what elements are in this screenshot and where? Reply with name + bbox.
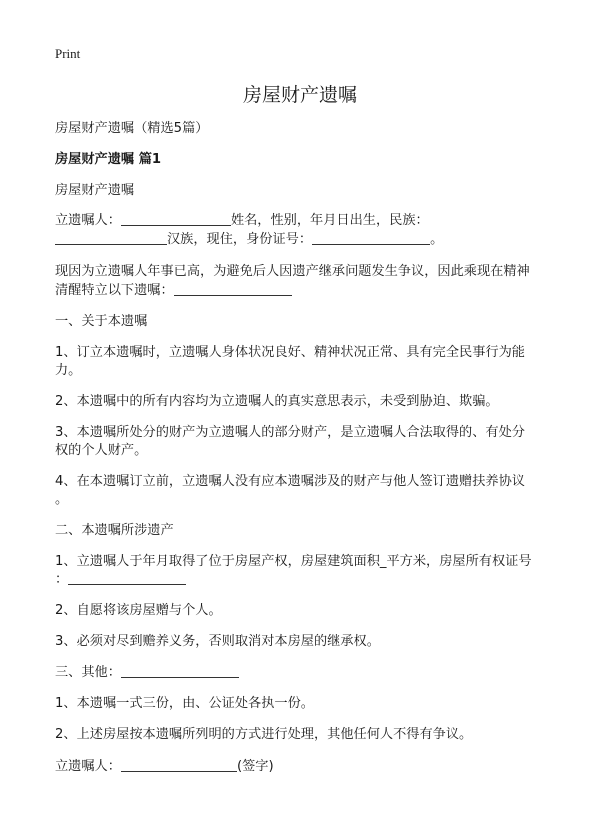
residence-id-label: 汉族，现住，身份证号：	[167, 232, 313, 247]
signature-suffix: (签字)	[236, 759, 274, 774]
other-label: 三、其他：	[55, 665, 121, 680]
other-blank	[121, 664, 239, 678]
colon: ：	[55, 572, 69, 587]
part3-heading	[55, 664, 239, 682]
id-number-blank	[312, 231, 430, 245]
intro-line-2	[55, 282, 292, 300]
clause-1-2: 2、本遗嘱中的所有内容均为立遗嘱人的真实意思表示，未受到胁迫、欺骗。	[55, 394, 499, 409]
testator-line-2	[55, 231, 443, 249]
clause-2-2: 2、自愿将该房屋赠与个人。	[55, 603, 222, 618]
signature-blank	[121, 758, 237, 772]
document-title: 房屋财产遗嘱	[242, 84, 357, 106]
clause-1-1-line-2: 力。	[55, 363, 82, 378]
clause-1-3-line-1: 3、本遗嘱所处分的财产为立遗嘱人的部分财产，是立遗嘱人合法取得的、有处分	[55, 425, 525, 440]
testator-line-1	[55, 212, 429, 230]
clause-1-1-line-1: 1、订立本遗嘱时，立遗嘱人身体状况良好、精神状况正常、具有完全民事行为能	[55, 345, 525, 360]
testator-label: 立遗嘱人：	[55, 213, 121, 228]
section-heading: 房屋财产遗嘱 篇1	[55, 152, 162, 167]
will-blank	[174, 282, 292, 296]
clause-1-4-line-2: 。	[55, 492, 69, 507]
print-label[interactable]: Print	[55, 46, 81, 61]
clause-1-3-line-2: 权的个人财产。	[55, 443, 148, 458]
intro-text: 清醒特立以下遗嘱：	[55, 283, 174, 298]
doc-heading: 房屋财产遗嘱	[55, 183, 135, 198]
subtitle: 房屋财产遗嘱（精选5篇）	[55, 121, 209, 136]
part2-heading: 二、本遗嘱所涉遗产	[55, 523, 174, 538]
certificate-blank	[68, 571, 186, 585]
signature-line	[55, 758, 274, 776]
period: 。	[430, 232, 444, 247]
signature-label: 立遗嘱人：	[55, 759, 121, 774]
clause-3-1: 1、本遗嘱一式三份，由、公证处各执一份。	[55, 696, 314, 711]
ethnicity-blank	[55, 231, 167, 245]
clause-2-3: 3、必须对尽到赡养义务，否则取消对本房屋的继承权。	[55, 634, 380, 649]
clause-2-1-line-1: 1、立遗嘱人于年月取得了位于房屋产权，房屋建筑面积_平方米，房屋所有权证号	[55, 554, 532, 569]
name-blank	[121, 212, 231, 226]
part1-heading: 一、关于本遗嘱	[55, 314, 148, 329]
intro-line-1: 现因为立遗嘱人年事已高，为避免后人因遗产继承问题发生争议，因此乘现在精神	[55, 264, 530, 279]
testator-details: 姓名，性别，年月日出生，民族：	[230, 213, 429, 228]
clause-1-4-line-1: 4、在本遗嘱订立前，立遗嘱人没有应本遗嘱涉及的财产与他人签订遗赠扶养协议	[55, 474, 525, 489]
clause-3-2: 2、上述房屋按本遗嘱所列明的方式进行处理，其他任何人不得有争议。	[55, 727, 473, 742]
clause-2-1-line-2	[55, 571, 186, 589]
